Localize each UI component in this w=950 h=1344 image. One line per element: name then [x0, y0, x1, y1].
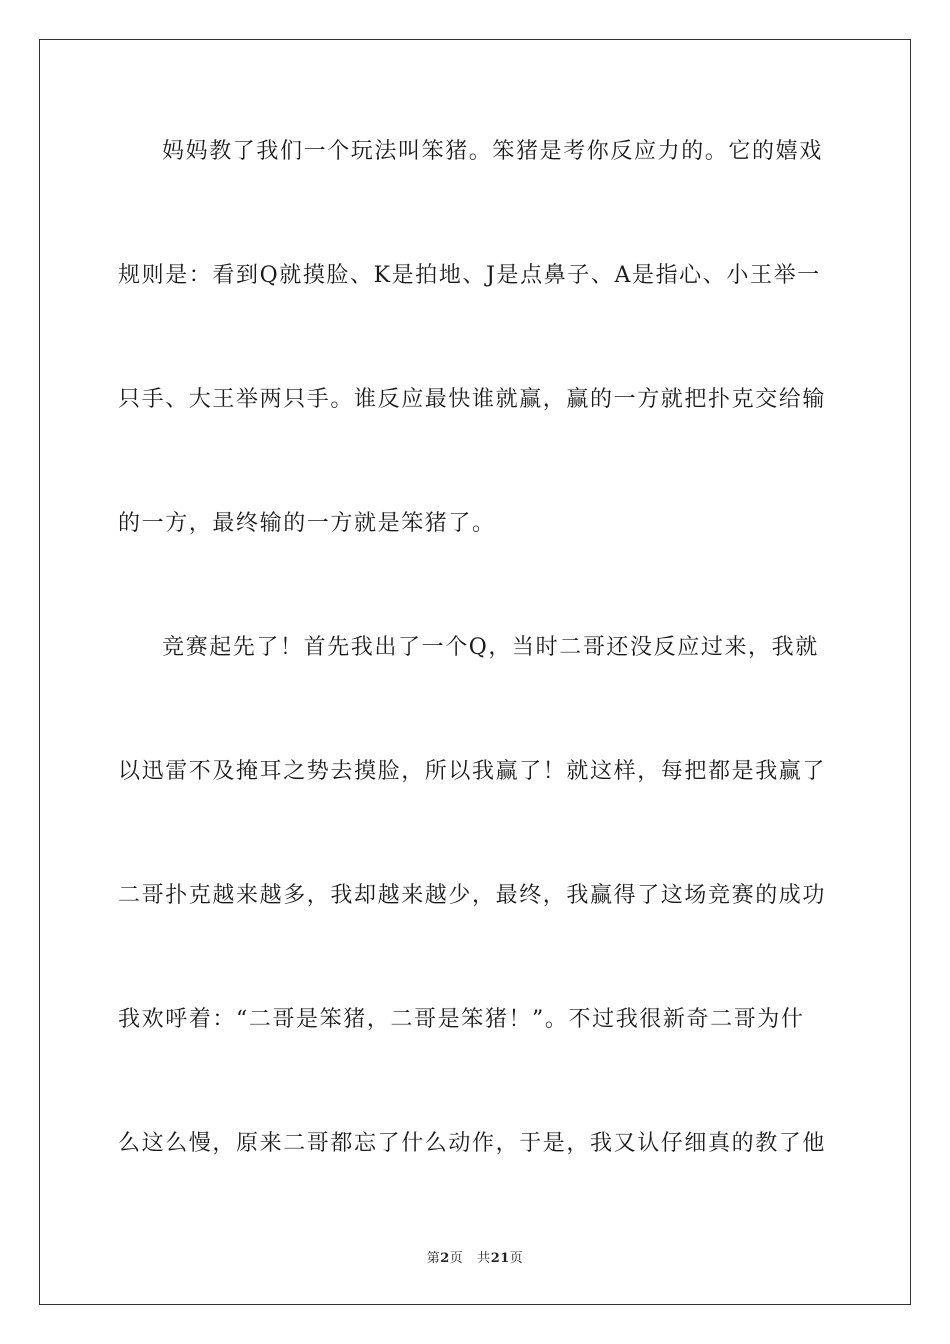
- text-line-3: 只手、大王举两只手。谁反应最快谁就赢，赢的一方就把扑克交给输: [118, 387, 827, 412]
- text-line-5: 竞赛起先了！首先我出了一个Q，当时二哥还没反应过来，我就: [162, 635, 819, 660]
- text-line-8: 我欢呼着：“二哥是笨猪，二哥是笨猪！”。不过我很新奇二哥为什: [118, 1007, 805, 1032]
- page-unit: 页: [449, 1251, 464, 1266]
- text-line-2: 规则是：看到Q就摸脸、K是拍地、J是点鼻子、A是指心、小王举一: [118, 263, 821, 288]
- total-unit: 页: [509, 1251, 524, 1266]
- total-prefix: 共: [477, 1251, 491, 1266]
- text-line-6: 以迅雷不及掩耳之势去摸脸，所以我赢了！就这样，每把都是我赢了: [118, 759, 827, 784]
- text-line-7: 二哥扑克越来越多，我却越来越少，最终，我赢得了这场竞赛的成功: [118, 883, 827, 908]
- page-prefix: 第: [426, 1251, 441, 1266]
- page-border: [39, 39, 911, 1305]
- page-total: 21: [490, 1251, 510, 1266]
- text-line-4: 的一方，最终输的一方就是笨猪了。: [118, 511, 496, 536]
- text-line-9: 么这么慢，原来二哥都忘了什么动作，于是，我又认仔细真的教了他: [118, 1131, 827, 1156]
- page-current: 2: [440, 1251, 450, 1266]
- page-footer: [0, 1247, 950, 1266]
- text-line-1: 妈妈教了我们一个玩法叫笨猪。笨猪是考你反应力的。它的嬉戏: [162, 139, 823, 164]
